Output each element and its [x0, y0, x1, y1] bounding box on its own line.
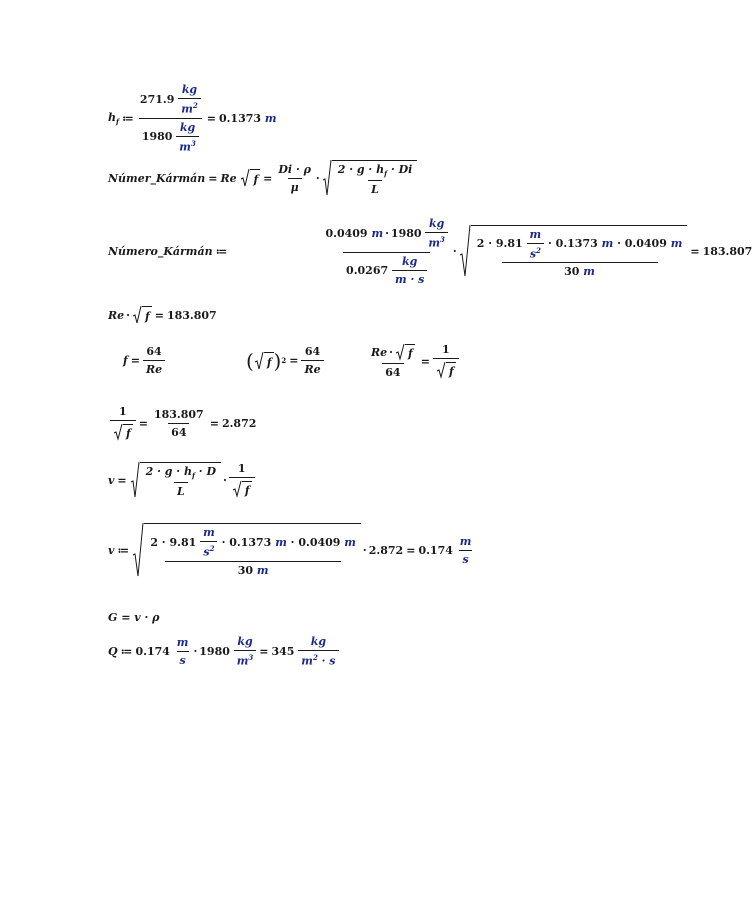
equation-velocity-formula: v = $\frac{2 \cdot g \cdot h_f \cdot D}{L}$ · $\frac{1}{f}$ — [108, 462, 255, 498]
equation-re-sqrt-f: Re · f = 183.807 — [108, 306, 217, 324]
equation-friction-factor: f = $\frac{64}{Re}$ — [123, 346, 165, 375]
sqrt-symbol: f — [240, 169, 260, 187]
sqrt-symbol: $\frac{2 \cdot g \cdot h_f \cdot D}{L}$ — [130, 462, 221, 498]
equation-mass-flux: G = v · ρ — [108, 611, 160, 624]
sqrt-symbol: f — [132, 306, 152, 324]
inverse-sqrt-f-result: 2.872 — [221, 416, 257, 430]
sqrt-symbol: 2 · 9.81 $\frac{m}{s^2}$ · 0.1373 m · 0.0409 m 30 m — [132, 523, 361, 577]
equation-velocity-numeric: v ≔ 2 · 9.81 $\frac{m}{s^2}$ · 0.1373 m · 0.0409 m 30 m · 2.872 = 0.174 $\frac{m}{s}$ — [108, 523, 474, 577]
equation-re-ratio: Re · f 64 = $\frac{1}{f}$ — [368, 344, 459, 378]
equation-karman-numeric: Número_Kármán ≔ 0.0409 m · 1980 $\frac{kg}{m^3}$ 0.0267 $\frac{kg}{m \cdot s}$ · 2 · 9.81 $\frac{m}{s^2}$ · 0.1373 m · 0.0409 m 30 m = 183.807 — [108, 217, 752, 286]
head-loss-result: 0.1373 — [218, 111, 262, 125]
equation-mass-flux-numeric: Q ≔ 0.174 $\frac{m}{s}$ · 1980 $\frac{kg}{m^3}$ = 345 $\frac{kg}{m^2 \cdot s}$ — [108, 636, 339, 667]
sqrt-symbol: $\frac{2 \cdot g \cdot h_f \cdot Di}{L}$ — [322, 160, 418, 196]
velocity-result: 0.174 — [418, 543, 453, 557]
equation-karman-definition: Númer_Kármán = Re f = $\frac{Di \cdot \rho}{\mu}$ · $\frac{2 \cdot g \cdot h_f \cdot Di}{L}$ — [108, 160, 417, 196]
head-loss-fraction: 271.9 $\frac{kg}{m^2}$ 1980 $\frac{kg}{m^3}$ — [137, 84, 204, 152]
sqrt-symbol: f — [254, 352, 274, 370]
karman-result: 183.807 — [702, 244, 752, 258]
mass-flux-result: 345 — [271, 644, 295, 658]
equation-head-loss: $h_f$ ≔ 271.9 $\frac{kg}{m^2}$ 1980 $\frac{kg}{m^3}$ = 0.1373 m — [108, 83, 277, 154]
equation-sqrt-f-squared: ( f ) 2 = $\frac{64}{Re}$ — [246, 346, 324, 375]
sqrt-symbol: 2 · 9.81 $\frac{m}{s^2}$ · 0.1373 m · 0.0409 m 30 m — [459, 225, 688, 277]
head-loss-symbol: $h_f$ — [108, 110, 120, 126]
equation-inverse-sqrt-f: $\frac{1}{f}$ = $\frac{183.807}{64}$ = 2.872 — [110, 406, 256, 440]
